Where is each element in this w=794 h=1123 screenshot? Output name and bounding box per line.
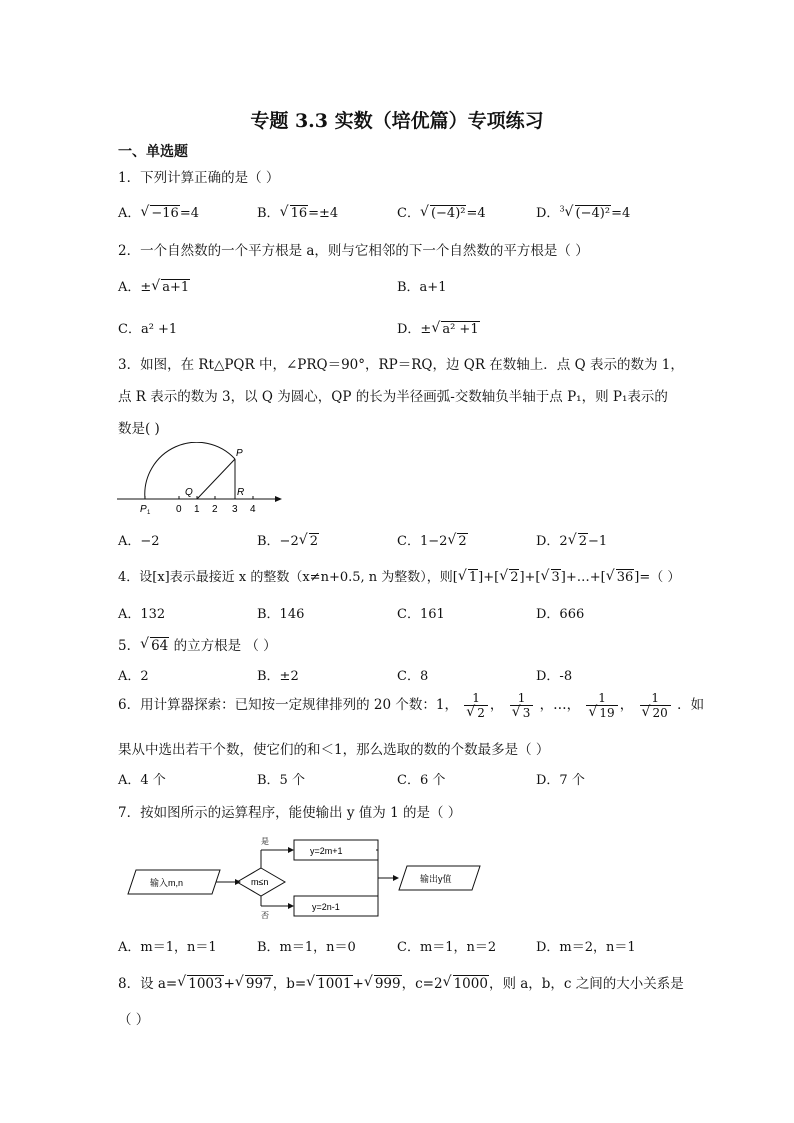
q8-stem: 8．设 a=√ 1003+√ 997，b=√ 1001+√ 999，c=2√ 1000，则 a，b，c 之间的大小关系是 bbox=[118, 972, 684, 992]
q4-option-d: D．666 bbox=[536, 607, 585, 622]
q2-option-d: D．±√ a² +1 bbox=[397, 318, 480, 337]
tick-0: 0 bbox=[176, 504, 182, 515]
q6-option-b: B．5 个 bbox=[257, 773, 305, 788]
q7-option-b: B．m＝1，n＝0 bbox=[257, 940, 356, 955]
q3-line2: 点 R 表示的数为 3，以 Q 为圆心，QP 的长为半径画弧-交数轴负半轴于点 P₁，则 P₁表示的 bbox=[118, 389, 668, 405]
q1-stem: 1．下列计算正确的是（ ） bbox=[118, 170, 280, 186]
q5-stem: 5．√ 64 的立方根是 （ ） bbox=[118, 634, 277, 654]
q3-option-a: A．−2 bbox=[118, 534, 160, 549]
output-label: 输出y值 bbox=[420, 874, 452, 884]
tick-3: 3 bbox=[232, 504, 238, 515]
q1-option-c: C．√ (−4)²=4 bbox=[397, 202, 486, 221]
number-line-figure bbox=[115, 442, 285, 517]
q5-option-b: B．±2 bbox=[257, 669, 299, 684]
q5-option-c: C．8 bbox=[397, 669, 429, 684]
flowchart-figure bbox=[120, 830, 490, 926]
q6-option-d: D．7 个 bbox=[536, 773, 585, 788]
q7-option-d: D．m＝2，n＝1 bbox=[536, 940, 636, 955]
section-heading: 一、单选题 bbox=[118, 144, 188, 160]
q5-option-d: D．-8 bbox=[536, 669, 573, 684]
q2-option-a: A．±√ a+1 bbox=[118, 276, 190, 295]
condition-label: m≤n bbox=[251, 877, 269, 887]
box-no-label: y=2n-1 bbox=[312, 902, 340, 912]
q6-stem: 6．用计算器探索：已知按一定规律排列的 20 个数：1， 1 √ 2 ， 1 √ 3 ，…， 1 √ 19 ， 1 √ 20 ．如 bbox=[118, 692, 704, 719]
axis-arrow bbox=[275, 496, 282, 502]
q6-option-c: C．6 个 bbox=[397, 773, 446, 788]
tick-2: 2 bbox=[212, 504, 218, 515]
page-title: 专题 3.3 实数（培优篇）专项练习 bbox=[250, 110, 544, 132]
q4-stem: 4．设[x]表示最接近 x 的整数（x≠n+0.5, n 为整数），则[√ 1]+[√ 2]+[√ 3]+…+[√ 36]=（ ） bbox=[118, 566, 680, 585]
q4-option-c: C．161 bbox=[397, 607, 445, 622]
q4-option-a: A．132 bbox=[118, 607, 166, 622]
yes-label: 是 bbox=[261, 837, 269, 846]
q1-option-a: A．√ −16=4 bbox=[118, 202, 199, 221]
q3-line3: 数是( ) bbox=[118, 421, 160, 437]
q3-option-c: C．1−2√ 2 bbox=[397, 530, 468, 549]
box-yes-label: y=2m+1 bbox=[310, 846, 343, 856]
q4-option-b: B．146 bbox=[257, 607, 305, 622]
q2-stem: 2．一个自然数的一个平方根是 a，则与它相邻的下一个自然数的平方根是（ ） bbox=[118, 243, 589, 259]
q6-option-a: A．4 个 bbox=[118, 773, 166, 788]
label-q: Q bbox=[185, 487, 193, 498]
input-label: 输入m,n bbox=[150, 878, 184, 888]
label-r: R bbox=[237, 487, 245, 498]
label-p1: P bbox=[140, 504, 147, 515]
q7-stem: 7．按如图所示的运算程序，能使输出 y 值为 1 的是（ ） bbox=[118, 805, 462, 821]
q3-option-d: D．2√ 2−1 bbox=[536, 530, 607, 549]
no-label: 否 bbox=[261, 911, 269, 920]
tick-4: 4 bbox=[250, 504, 256, 515]
q5-option-a: A．2 bbox=[118, 669, 149, 684]
q8-answer-paren: （ ） bbox=[118, 1012, 150, 1028]
label-p: P bbox=[236, 448, 243, 459]
q3-option-b: B．−2√ 2 bbox=[257, 530, 319, 549]
q7-option-c: C．m＝1，n＝2 bbox=[397, 940, 497, 955]
q3-line1: 3．如图，在 Rt△PQR 中，∠PRQ＝90°，RP＝RQ，边 QR 在数轴上．点 Q 表示的数为 1， bbox=[118, 357, 684, 373]
q1-option-d: D．$^3$√ (−4)²=4 bbox=[536, 202, 630, 221]
q1-option-b: B．√ 16=±4 bbox=[257, 202, 338, 221]
q6-line2: 果从中选出若干个数，使它们的和＜1，那么选取的数的个数最多是（ ） bbox=[118, 742, 550, 758]
tick-1: 1 bbox=[194, 504, 200, 515]
label-p1-sub: 1 bbox=[147, 510, 151, 516]
q7-option-a: A．m＝1，n＝1 bbox=[118, 940, 217, 955]
segment-qp bbox=[197, 459, 235, 499]
q2-option-c: C．a² +1 bbox=[118, 322, 178, 337]
q2-option-b: B．a+1 bbox=[397, 280, 447, 295]
